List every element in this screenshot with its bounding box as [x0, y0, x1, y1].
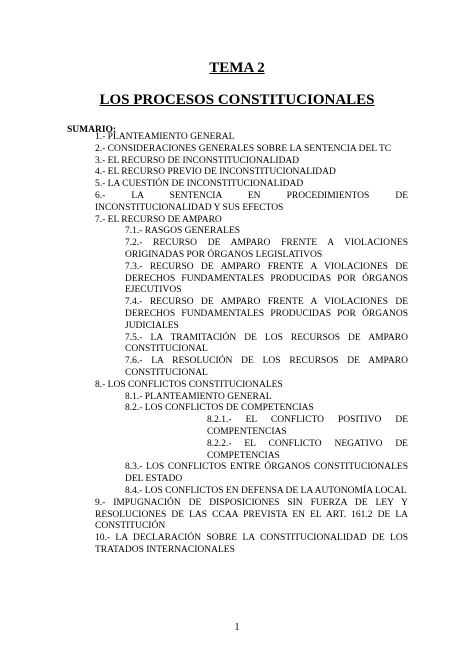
- toc-subitem: 7.4.- RECURSO DE AMPARO FRENTE A VIOLACIONES DE DERECHOS FUNDAMENTALES PRODUCIDAS POR ÓRGANOS JUDICIALES: [125, 297, 408, 331]
- toc-item: 1.- PLANTEAMIENTO GENERAL: [95, 132, 235, 142]
- toc-item: 7.- EL RECURSO DE AMPARO: [95, 214, 222, 225]
- toc-item: 8.- LOS CONFLICTOS CONSTITUCIONALES: [95, 379, 283, 390]
- toc-subitem: 8.1.- PLANTEAMIENTO GENERAL: [125, 391, 272, 402]
- toc-item: 3.- EL RECURSO DE INCONSTITUCIONALIDAD: [95, 155, 300, 166]
- toc-item: 2.- CONSIDERACIONES GENERALES SOBRE LA SENTENCIA DEL TC: [95, 143, 392, 154]
- sumario-label: SUMARIO:: [67, 125, 117, 135]
- page-title: TEMA 2: [209, 60, 265, 76]
- toc-item: 4.- EL RECURSO PREVIO DE INCONSTITUCIONALIDAD: [95, 167, 336, 178]
- toc-subsubitem: 8.2.2.- EL CONFLICTO NEGATIVO DE COMPETENCIAS: [207, 438, 408, 461]
- toc-subsubitem: 8.2.1.- EL CONFLICTO POSITIVO DE COMPENTENCIAS: [207, 415, 408, 437]
- toc-item: 5.- LA CUESTIÓN DE INCONSTITUCIONALIDAD: [95, 179, 304, 190]
- page-subtitle: LOS PROCESOS CONSTITUCIONALES: [99, 92, 375, 108]
- toc-subitem: 7.6.- LA RESOLUCIÓN DE LOS RECURSOS DE AMPARO CONSTITUCIONAL: [125, 356, 408, 378]
- toc-subitem: 8.2.- LOS CONFLICTOS DE COMPETENCIAS: [125, 403, 314, 414]
- toc-subitem: 7.3.- RECURSO DE AMPARO FRENTE A VIOLACIONES DE DERECHOS FUNDAMENTALES PRODUCIDAS POR ÓRGANOS EJECUTIVOS: [125, 261, 408, 296]
- table-of-contents: [0, 132, 474, 557]
- toc-subitem: 7.5.- LA TRAMITACIÓN DE LOS RECURSOS DE AMPARO CONSTITUCIONAL: [125, 332, 408, 355]
- page-number: 1: [234, 622, 240, 633]
- toc-subitem: 8.3.- LOS CONFLICTOS ENTRE ÓRGANOS CONSTITUCIONALES DEL ESTADO: [125, 462, 408, 485]
- toc-item: 10.- LA DECLARACIÓN SOBRE LA CONSTITUCIONALIDAD DE LOS TRATADOS INTERNACIONALES: [95, 533, 408, 555]
- toc-subitem: 8.4.- LOS CONFLICTOS EN DEFENSA DE LA AUTONOMÍA LOCAL: [125, 485, 407, 496]
- toc-subitem: 7.1.- RASGOS GENERALES: [125, 226, 241, 237]
- toc-item: 9.- IMPUGNACIÓN DE DISPOSICIONES SIN FUERZA DE LEY Y RESOLUCIONES DE LAS CCAA PREVISTA EN EL ART. 161.2 DE LA CONSTITUCIÓN: [95, 497, 408, 532]
- toc-item: 6.- LA SENTENCIA EN PROCEDIMIENTOS DE INCONSTITUCIONALIDAD Y SUS EFECTOS: [95, 190, 408, 213]
- toc-subitem: 7.2.- RECURSO DE AMPARO FRENTE A VIOLACIONES ORIGINADAS POR ÓRGANOS LEGISLATIVOS: [125, 238, 408, 260]
